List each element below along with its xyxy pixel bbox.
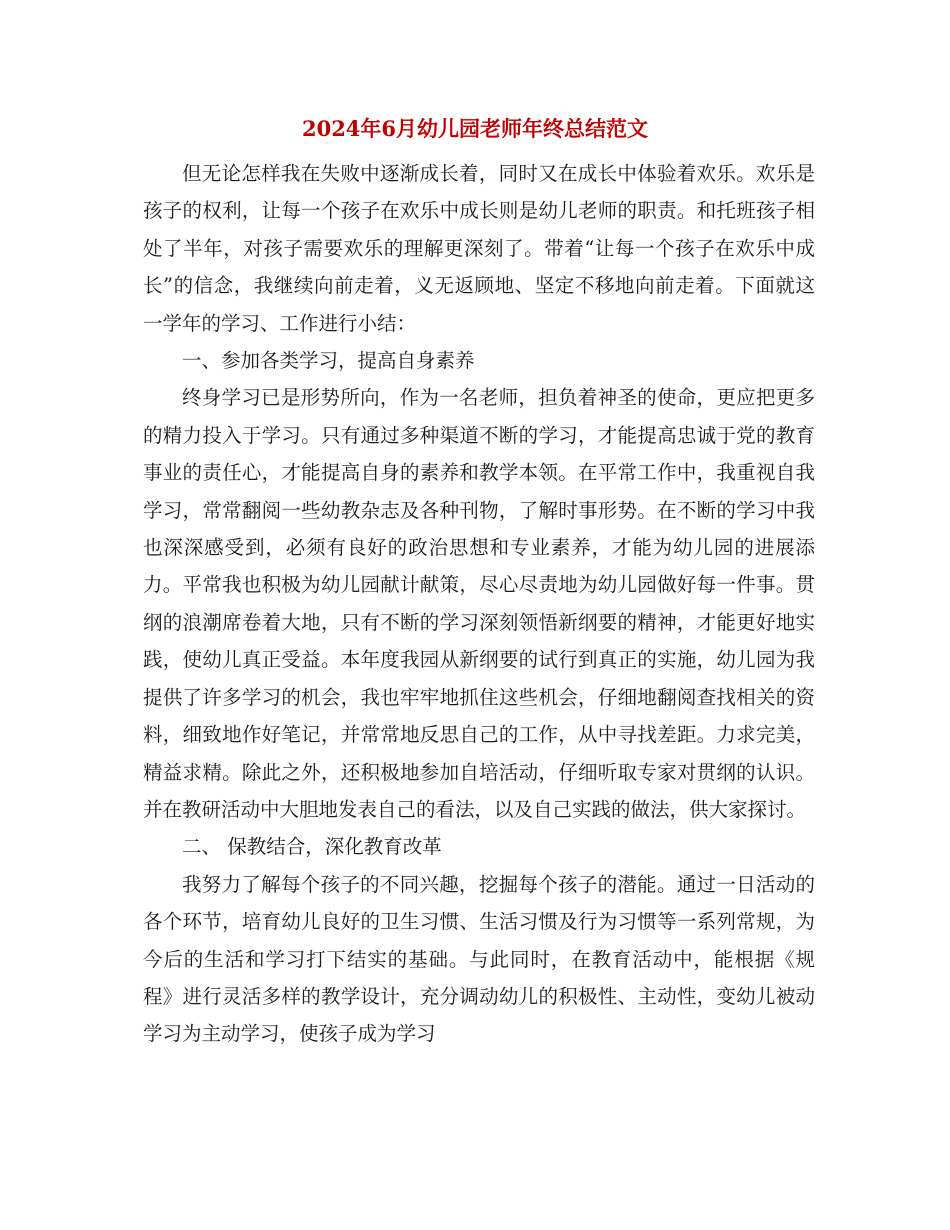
intro-paragraph: 但无论怎样我在失败中逐渐成长着，同时又在成长中体验着欢乐。欢乐是孩子的权利，让每一个孩子在欢乐中成长则是幼儿老师的职责。和托班孩子相处了半年，对孩子需要欢乐的理解更深刻了。带着“让每一个孩子在欢乐中成长”的信念，我继续向前走着，义无返顾地、坚定不移地向前走着。下面就这一学年的学习、工作进行小结： — [143, 162, 815, 335]
document-body — [143, 155, 815, 1053]
section-2-heading: 二、 保教结合，深化教育改革 — [182, 835, 442, 859]
section-1-heading: 一、参加各类学习，提高自身素养 — [182, 349, 475, 373]
document-title: 2024年6月幼儿园老师年终总结范文 — [301, 116, 649, 141]
section-2-paragraph: 我努力了解每个孩子的不同兴趣，挖掘每个孩子的潜能。通过一日活动的各个环节，培育幼儿良好的卫生习惯、生活习惯及行为习惯等一系列常规，为今后的生活和学习打下结实的基础。与此同时，在教育活动中，能根据《规程》进行灵活多样的教学设计，充分调动幼儿的积极性、主动性，变幼儿被动学习为主动学习，使孩子成为学习 — [143, 872, 815, 1046]
section-1-paragraph: 终身学习已是形势所向，作为一名老师，担负着神圣的使命，更应把更多的精力投入于学习。只有通过多种渠道不断的学习，才能提高忠诚于党的教育事业的责任心，才能提高自身的素养和教学本领。在平常工作中，我重视自我学习，常常翻阅一些幼教杂志及各种刊物，了解时事形势。在不断的学习中我也深深感受到，必须有良好的政治思想和专业素养，才能为幼儿园的进展添力。平常我也积极为幼儿园献计献策，尽心尽责地为幼儿园做好每一件事。贯纲的浪潮席卷着大地，只有不断的学习深刻领悟新纲要的精神，才能更好地实践，使幼儿真正受益。本年度我园从新纲要的试行到真正的实施，幼儿园为我提供了许多学习的机会，我也牢牢地抓住这些机会，仔细地翻阅查找相关的资料，细致地作好笔记，并常常地反思自己的工作，从中寻找差距。力求完美，精益求精。除此之外，还积极地参加自培活动，仔细听取专家对贯纲的认识。并在教研活动中大胆地发表自己的看法，以及自己实践的做法，供大家探讨。 — [143, 386, 815, 821]
